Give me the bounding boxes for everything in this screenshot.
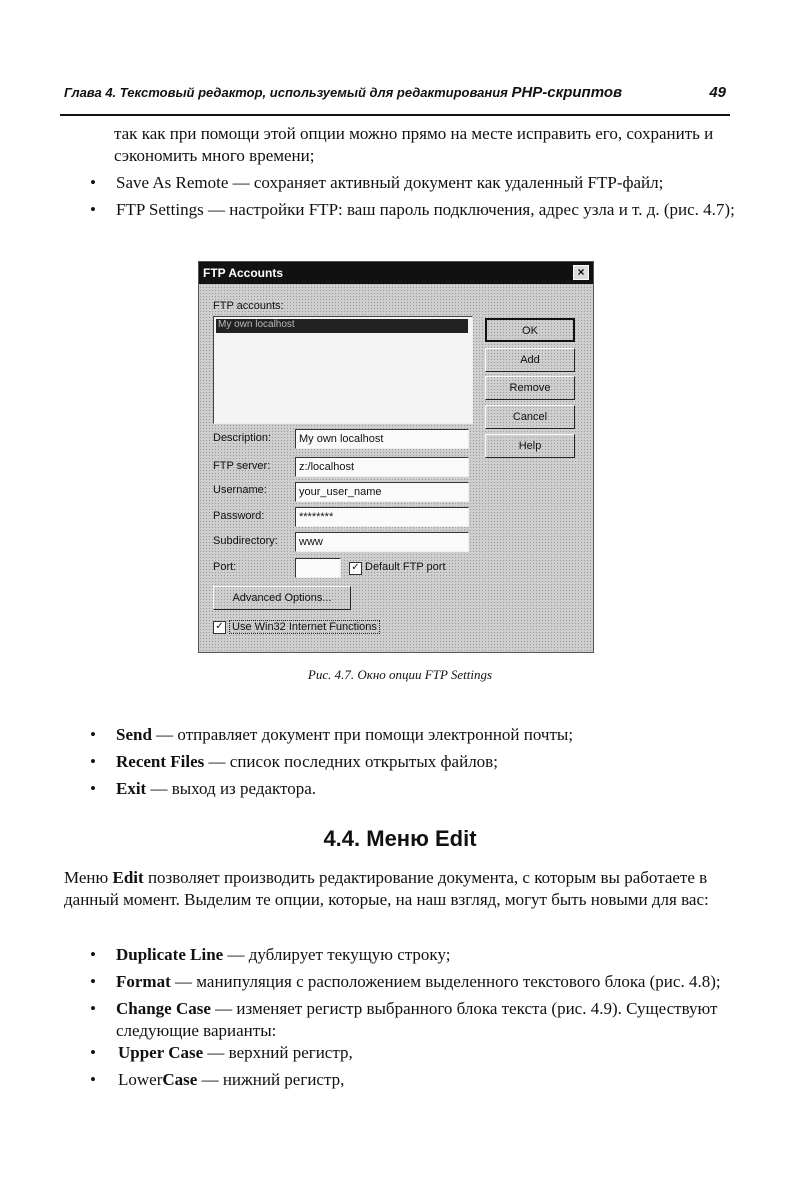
- chapter-title-php: PHP-скриптов: [511, 84, 623, 101]
- list-item-text: — список последних открытых файлов;: [204, 752, 498, 771]
- para-term: Edit: [112, 868, 144, 887]
- bullet-mark: •: [90, 779, 96, 798]
- header-rule: [60, 114, 730, 116]
- ftp-accounts-dialog: [198, 261, 594, 653]
- bullet-mark: •: [90, 972, 96, 991]
- server-label: FTP server:: [213, 460, 271, 472]
- description-field[interactable]: My own localhost: [295, 429, 469, 449]
- list-item: [90, 751, 735, 773]
- chapter-title: Глава 4. Текстовый редактор, используемый для редактирования: [64, 85, 508, 100]
- list-item-text: — манипуляция с расположением выделенного текстового блока (рис. 4.8);: [170, 972, 721, 991]
- password-label: Password:: [213, 510, 265, 522]
- list-item: [90, 778, 735, 800]
- list-item-term: Duplicate Line: [116, 945, 224, 964]
- advanced-options-button[interactable]: Advanced Options...: [213, 586, 351, 610]
- list-item-text: Save As Remote — сохраняет активный документ как удаленный FTP-файл;: [116, 173, 664, 192]
- username-field[interactable]: your_user_name: [295, 482, 469, 502]
- server-field[interactable]: z:/localhost: [295, 457, 469, 477]
- list-item-term: Send: [116, 725, 152, 744]
- close-icon[interactable]: ×: [573, 265, 589, 280]
- list-item: [90, 1069, 710, 1091]
- list-item-text: FTP Settings — настройки FTP: ваш пароль подключения, адрес узла и т. д. (рис. 4.7);: [116, 200, 735, 219]
- bullet-mark: •: [90, 725, 96, 744]
- default-port-label: Default FTP port: [365, 561, 446, 573]
- subdirectory-field[interactable]: www: [295, 532, 469, 552]
- ok-button[interactable]: OK: [485, 318, 575, 342]
- cancel-button[interactable]: Cancel: [485, 405, 575, 429]
- bullet-mark: •: [90, 173, 96, 192]
- remove-button[interactable]: Remove: [485, 376, 575, 400]
- help-button[interactable]: Help: [485, 434, 575, 458]
- para-lead: Меню: [64, 868, 113, 887]
- username-label: Username:: [213, 484, 267, 496]
- list-item-selected[interactable]: My own localhost: [216, 319, 468, 333]
- list-item-term: Format: [116, 972, 171, 991]
- win32-label: Use Win32 Internet Functions: [229, 620, 380, 634]
- list-item-term: Recent Files: [116, 752, 205, 771]
- bullet-mark: •: [90, 1043, 96, 1062]
- page-number: 49: [709, 84, 726, 101]
- list-item-text: — дублирует текущую строку;: [223, 945, 451, 964]
- list-item: [90, 998, 735, 1042]
- list-item: [90, 1042, 710, 1064]
- bullet-mark: •: [90, 752, 96, 771]
- bullet-list-top: [90, 172, 735, 226]
- list-item: [90, 172, 735, 194]
- list-item-text: — выход из редактора.: [146, 779, 317, 798]
- description-label: Description:: [213, 432, 272, 444]
- running-header-title: [64, 84, 622, 101]
- list-item-text: — изменяет регистр выбранного блока текста (рис. 4.9). Существуют следующие варианты:: [116, 999, 718, 1040]
- list-item: [90, 971, 735, 993]
- paragraph-edit-menu: [64, 867, 732, 911]
- ftp-accounts-list[interactable]: [213, 316, 473, 424]
- port-label: Port:: [213, 561, 237, 573]
- win32-checkbox[interactable]: ✓: [213, 621, 226, 634]
- bullet-list-sub: [90, 1042, 710, 1096]
- list-item: [90, 199, 735, 221]
- bullet-mark: •: [90, 1070, 96, 1089]
- list-item: [90, 724, 735, 746]
- figure-caption: Рис. 4.7. Окно опции FTP Settings: [307, 667, 493, 682]
- password-field[interactable]: ********: [295, 507, 469, 527]
- dialog-title: FTP Accounts: [203, 266, 284, 280]
- list-item-term: Change Case: [116, 999, 211, 1018]
- add-button[interactable]: Add: [485, 348, 575, 372]
- list-item-term: Upper Case: [118, 1043, 204, 1062]
- ftp-accounts-label: FTP accounts:: [213, 300, 284, 312]
- default-port-checkbox[interactable]: ✓: [349, 562, 362, 575]
- section-title: 4.4. Меню Edit: [323, 826, 477, 851]
- port-field[interactable]: [295, 558, 341, 578]
- subdirectory-label: Subdirectory:: [213, 535, 278, 547]
- list-item-text: — верхний регистр,: [203, 1043, 353, 1062]
- list-item: [90, 944, 735, 966]
- paragraph-continued: так как при помощи этой опции можно прямо на месте исправить его, сохранить и сэкономить много времени;: [114, 124, 714, 165]
- running-header: [64, 84, 726, 101]
- bullet-mark: •: [90, 200, 96, 219]
- list-item-lead: Lower: [118, 1070, 163, 1089]
- bullet-list-middle: [90, 724, 735, 805]
- list-item-term: Case: [162, 1070, 198, 1089]
- bullet-mark: •: [90, 945, 96, 964]
- list-item-text: — отправляет документ при помощи электронной почты;: [151, 725, 574, 744]
- bullet-mark: •: [90, 999, 96, 1018]
- bullet-list-bottom: [90, 944, 735, 1047]
- list-item-text: — нижний регистр,: [197, 1070, 345, 1089]
- dialog-titlebar: [199, 262, 593, 284]
- list-item-term: Exit: [116, 779, 147, 798]
- para-text: позволяет производить редактирование документа, с которым вы работаете в данный момент. Выделим те опции, которые, на наш взгляд, могут быть новыми для вас:: [64, 868, 709, 909]
